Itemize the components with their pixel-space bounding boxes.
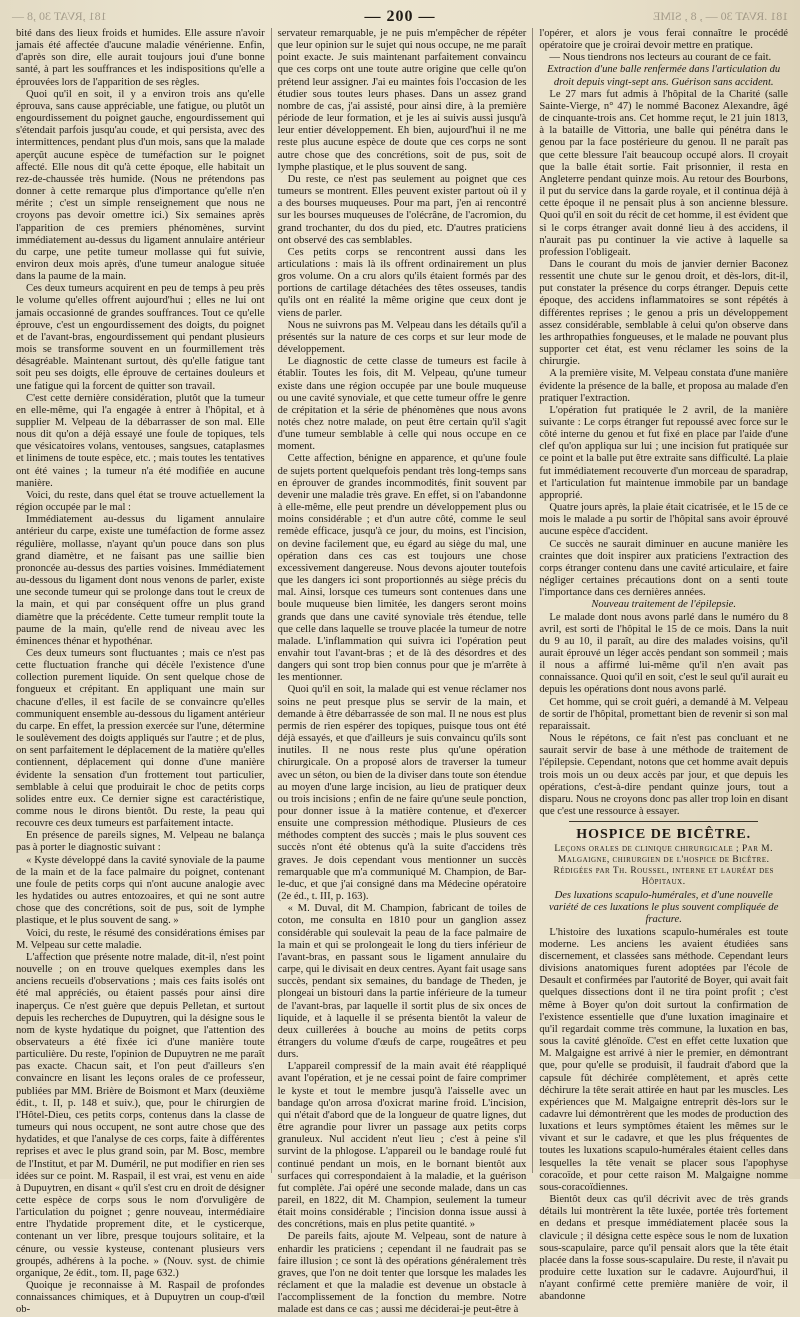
extraction-section-title: Extraction d'une balle renfermée dans l'articulation du droit depuis vingt-sept ans. Guérison sans accident.	[547, 64, 781, 88]
column-right	[532, 28, 794, 1303]
paragraph: Quatre jours après, la plaie était cicatrisée, et le 15 de ce mois le malade a pu sortir de l'hôpital sans avoir éprouvé aucune espèce d'accident.	[539, 502, 789, 538]
page-number: — 200 —	[364, 8, 436, 25]
paragraph: l'opérer, et alors je vous ferai connaître le procédé opératoire que je croirai devoir mettre en pratique.	[539, 28, 789, 52]
paragraph: Bientôt deux cas qu'il décrivit avec de très grands détails lui montrèrent la tête luxée, portée très fortement en dedans et presque immédiatement placée sous la clavicule ; il désigna cette espèce sous le nom de luxation sous-scapulaire, parce qu'il pensait alors que la tête était placée dans la fosse sous-scapulaire. Du reste, il n'avait pu produire cette luxation sur le cadavre. Aujourd'hui, il n'ayant confirmé cette première manière de voir, il abandonne	[539, 1194, 789, 1303]
column-middle	[271, 28, 533, 1316]
paragraph: En présence de pareils signes, M. Velpeau ne balança pas à porter le diagnostic suivant :	[16, 830, 265, 854]
paragraph: Nous le répétons, ce fait n'est pas concluant et ne saurait servir de base à une méthode de traitement de l'épilepsie. Cependant, notons que cet homme avait depuis trois mois un ou deux accès par jour, et que depuis les opérations, c'est-à-dire pendant quinze jours, tout a disparu. Nous ne croyons donc pas aller trop loin en disant que c'est une ressource à essayer.	[539, 733, 789, 817]
paragraph: Le 27 mars fut admis à l'hôpital de la Charité (salle Sainte-Vierge, n° 47) le nommé Baconez Alexandre, âgé de cinquante-trois ans. Cet homme reçut, le 21 juin 1813, à la bataille de Vittoria, une balle qui pénétra dans le genou par la face postérieure du genou. Il ne paraît pas que cette blessure l'ait beaucoup occupé alors. Il croyait que la balle était sortie. Fait prisonnier, il resta en Angleterre pendant quinze mois. Au retour des Bourbons, il put du service dans la garde royale, et il continua déjà à cette époque il ne pensait plus à son ancienne blessure. Quoi qu'il en soit du récit de cet homme, il est évident que si le corps étranger avait donné lieu à des accidens, il n'aurait pas pu continuer la vie active à laquelle sa profession l'obligeait.	[539, 88, 789, 258]
paragraph: Le diagnostic de cette classe de tumeurs est facile à établir. Toutes les fois, dit M. Velpeau, qu'une tumeur existe dans une région occupée par une boule muqueuse ou une cavité synoviale, et que cette tumeur offre le genre de crépitation et la série de phénomènes que nous avons notés chez notre malade, on peut être certain qu'il s'agit d'une tumeur semblable à celle qui nous occupe en ce moment.	[277, 356, 527, 453]
paragraph: Voici, du reste, dans quel état se trouve actuellement la région occupée par le mal :	[16, 489, 265, 514]
paragraph: Quoi qu'il en soit, il y a environ trois ans qu'elle éprouva, sans cause appréciable, une fatigue, ou plutôt un engourdissement du poignet gauche, engourdissement qui s'étendait parfois jusqu'au coude, et qui persista, avec des intermittences, pendant plus d'un mois, sans que la malade aperçût aucune espèce de tuméfaction sur le poignet affecté. Elle nous dit qu'à cette époque, elle habitait un rez-de-chaussée très humide. (Nous ne prétendons pas donner à cette remarque plus d'importance qu'elle n'en mérite ; c'est un simple renseignement que nous ne croyons pas devoir omettre ici.) Six semaines après l'apparition de ces premiers phénomènes, survint immédiatement au-dessus du ligament annulaire antérieur du carpe, une petite tumeur mollasse qui fut suivie, environ deux mois après, d'une tumeur analogue située dans la paume de la main.	[16, 88, 265, 283]
paragraph: — Nous tiendrons nos lecteurs au courant de ce fait.	[549, 52, 772, 64]
paragraph: A la première visite, M. Velpeau constata d'une manière évidente la présence de la balle, et proposa au malade d'en pratiquer l'extraction.	[539, 368, 789, 404]
paragraph: Ce succès ne saurait diminuer en aucune manière les craintes que doit inspirer aux praticiens l'extraction des corps étranger contenu dans une cavité articulaire, et faire négliger certaines précautions dont on a senti toute l'importance dans ces dernières années.	[539, 538, 789, 599]
hospital-section-title: HOSPICE DE BICÊTRE.	[576, 827, 752, 843]
paragraph: Quoi qu'il en soit, la malade qui est venue réclamer nos soins ne peut presque plus se servir de la main, et demande à être débarrassée de son mal. Il ne nous est plus permis de rien espérer des topiques, puisque tous ont été déjà essayés, et que d'ailleurs je suis convaincu qu'ils sont inutiles. Il ne nous reste plus qu'une opération chirurgicale. On a proposé alors de traverser la tumeur avec un séton, ou bien de la diviser dans toute son étendue au moyen d'une large incision, au lieu de pratiquer deux ou trois incisions ; enfin de ne faire qu'une seule ponction, pour donner issue à la matière contenue, et d'exercer ensuite une compression méthodique. Plusieurs de ces méthodes comptent des succès ; mais le plus souvent ces succès n'ont été obtenus qu'à la suite d'accidens très graves. Je dois cependant vous mentionner un succès remarquable que m'a communiqué M. Champion, de Bar-le-duc, et que j'ai consigné dans ma Médecine opératoire (2e éd., t. III, p. 163).	[277, 684, 527, 903]
paragraph: Ces deux tumeurs acquirent en peu de temps à peu près le volume qu'elles offrent aujourd'hui ; elles ne lui ont jamais occasionné de grandes souffrances. Tout ce qu'elle éprouve, c'est un engourdissement des doigts, du poignet et de l'avant-bras, engourdissement qui pendant plusieurs mois se transforme souvent en un fourmillement très désagréable. Maintenant surtout, dès qu'elle fatigue tant soit peu ses doigts, elle éprouve de certaines douleurs et une fatigue qui la forcent de quitter son travail.	[16, 283, 265, 392]
paragraph: Ces petits corps se rencontrent aussi dans les articulations : mais là ils offrent ordinairement un plus gros volume. On a cru alors qu'ils étaient formés par des portions de cartilage détachées des têtes osseuses, tandis qu'ils ont en réalité la même origine que ceux dont je viens de parler.	[277, 246, 527, 319]
paragraph: De pareils faits, ajoute M. Velpeau, sont de nature à enhardir les praticiens ; cependant il ne faudrait pas se faire illusion ; ce sont là des opérations généralement très graves, que l'on ne doit tenter que lorsque les malades les réclament et que la maladie est devenue un obstacle à l'accomplissement de la fonction du membre. Notre malade est dans ce cas ; aussi me déciderai-je peut-être à	[277, 1231, 527, 1316]
paragraph: C'est cette dernière considération, plutôt que la tumeur en elle-même, qui l'a engagée à entrer à l'hôpital, et à supplier M. Velpeau de la débarrasser de son mal. Elle nous dit qu'on a déjà essayé une foule de topiques, tels que vésicatoires volans, ventouses, sangsues, cataplasmes et linimens de toute espèce, etc. ; mais toutes les tentatives ont été vaines ; la tumeur n'a été modifiée en aucune manière.	[16, 392, 265, 489]
paragraph: Ces deux tumeurs sont fluctuantes ; mais ce n'est pas cette fluctuation franche qui décèle l'existence d'une collection purement liquide. On sent quelque chose de fongueux et crépitant. En appliquant une main sur chacune d'elles, il est facile de se convaincre qu'elles communiquent ensemble au-dessous du ligament antérieur du carpe. En effet, la pression exercée sur l'une, détermine le soulèvement des doigts appliqués sur l'autre ; et de plus, on sent parfaitement le déplacement de la matière qu'elles contiennent, déplacement qui donne d'une manière évidente la sensation d'un frottement tout particulier, semblable à celui que produirait le choc de petits corps solides entre eux. Ce dernier signe est caractéristique, comme nous le dirons bientôt. Du reste, la peau qui recouvre ces deux tumeurs est parfaitement intacte.	[16, 647, 265, 830]
bleed-through-text-left: 181 ,RVAT 30 ,8 —	[12, 9, 107, 23]
section-divider	[569, 821, 758, 822]
text-columns	[10, 28, 794, 1316]
epilepsy-section-title: Nouveau traitement de l'épilepsie.	[591, 599, 736, 611]
column-left	[10, 28, 271, 1316]
paragraph: L'histoire des luxations scapulo-humérales est toute moderne. Les anciens les avaient étudiées sans discernement, et classées sans méthode. Cependant leurs divisions anatomiques furent adoptées par l'école de Desault et confirmées par l'autorité de Boyer, qui avait fait quelques dissections dont il ne tira point profit ; c'est même à Boyer qu'on doit surtout la confirmation de l'existence essentielle que d'une luxation imaginaire et qu'il regardait comme très commune, la luxation en bas, sous la cavité glénoïde. C'est en effet cette luxation que M. Malgaigne est arrivé à nier le premier, en démontrant que, pour qu'elle se produisît, il faudrait d'abord que la capsule fût déchirée complètement, et après cette déchirure la tête serait attirée en haut par les muscles. Les expériences que M. Malgaigne entreprit dès-lors sur le cadavre lui démontrèrent que les modes de production des luxations et leurs symptômes étaient les mêmes sur le vivant et sur le cadavre, et que les plus fréquentes de toutes les luxations scapulo-humérales étaient celles dans lesquelles la tête venait se placer sous l'apophyse coracoïde, et pour cette raison M. Malgaigne nomme sous-coracoïdiennes.	[539, 926, 789, 1193]
paragraph: Voici, du reste, le résumé des considérations émises par M. Velpeau sur cette maladie.	[16, 927, 265, 951]
paragraph: Du reste, ce n'est pas seulement au poignet que ces tumeurs se montrent. Elles peuvent exister partout où il y a des bourses muqueuses. Pour ma part, j'en ai rencontré sur les bourses muqueuses de l'olécrâne, de l'acromion, du grand trochanter, du dos du pied, etc. D'autres praticiens ont observé des cas semblables.	[277, 173, 527, 246]
hospital-section-subtitle: Leçons orales de clinique chirurgicale ; Par M. Malgaigne, chirurgien de l'hospice de Bicêtre. Rédigées par Th. Roussel, interne et lauréat des Hôpitaux.	[553, 844, 774, 888]
paragraph: « Kyste développé dans la cavité synoviale de la paume de la main et de la face palmaire du poignet, contenant une foule de petits corps qui n'ont aucune analogie avec les hydatides ou autres entozoaires, et qui ne sont autre chose que des concrétions, soit de pus, soit de lymphe plastique, et le plus souvent de sang. »	[16, 854, 265, 927]
paragraph: bité dans des lieux froids et humides. Elle assure n'avoir jamais été affectée d'aucune maladie vénérienne. Enfin, d'après son dire, elle aurait toujours joui d'une bonne santé, à part les souffrances et les indispositions qu'elle a éprouvées lors de l'apparition de ses règles.	[16, 28, 265, 88]
paragraph: L'appareil compressif de la main avait été réappliqué avant l'opération, et je ne cessai point de faire comprimer le kyste et tout le membre jusqu'à l'aisselle avec un bandage qu'on arrosa d'oxicrat marine froid. L'incision, qui n'était d'abord que de la longueur de quatre lignes, dut être agrandie pour livrer un passage aux petits corps granuleux. Nul accident n'eut lieu ; c'est à peine s'il survint de la phlogose. L'appareil ou le bandage roulé fut continué pendant un mois, en le bornant bientôt aux surfaces qui correspondaient à la maladie, et la guérison fut complète. J'ai opéré une seconde malade, dans un cas pareil, en 1822, dit M. Champion, seulement la tumeur était moins considérable ; l'incision donna issue aussi à des concrétions, mais en plus petite quantité. »	[277, 1061, 527, 1231]
paragraph: L'affection que présente notre malade, dit-il, n'est point nouvelle ; on en trouve quelques exemples dans les anciens recueils d'observations ; mais ces faits isolés ont été mal appréciés, ou étaient passés pour ainsi dire inaperçus. Ce n'est guère que depuis Pelletan, et surtout depuis les recherches de Dupuytren, qui la désigne sous le nom de kyste hydatique du poignet, que l'attention des observateurs a été fixée ici d'une manière toute particulière. Du reste, l'opinion de Dupuytren ne me paraît pas exacte. Chacun sait, et l'on peut d'ailleurs s'en convaincre en lisant les leçons orales de ce professeur, publiées par MM. Brière de Boismont et Marx (deuxième édit., t. II, p. 148 et suiv.), que, pour le chirurgien de l'Hôtel-Dieu, ces petits corps, contenus dans la classe de tumeurs qui nous occupent, ne sont autre chose que des hydatides, et que l'analyse de ces corps, faite à différentes reprises et avec le plus grand soin, par M. Bosc, membre de l'Institut, et par M. Duméril, ne put modifier en rien ses idées sur ce point. M. Raspail, il est vrai, est venu en aide à Dupuytren, en disant « qu'il s'est cru en droit de désigner cette espèce de corps sous le nom d'orvuligère de l'articulation du poignet ; genre nouveau, intermédiaire entre l'hydatide proprement dite, et le cysticerque, contenant un ver libre, presque toujours solitaire, et la cénure, ou vessie kysteuse, contenant plusieurs vers groupés, adhérens à la poche. » (Nouv. syst. de chimie organique, 2e édit., tom. II, page 632.)	[16, 951, 265, 1279]
paragraph: « M. Duval, dit M. Champion, fabricant de toiles de coton, me consulta en 1810 pour un ganglion assez considérable qui soulevait la peau de la face palmaire de la main et qui se prolongeait le long du tiers inférieur de l'avant-bras, en passant sous le ligament annulaire du carpe, qui le divisait en deux centres. Ayant fait usage sans succès, pendant six semaines, du bandage de Theden, je plongeai un bistouri dans la partie inférieure de la tumeur de l'avant-bras, par laquelle il sortit plus de six onces de liquide, et à laquelle il se présenta bientôt la valeur de deux cuillerées à bouche au moins de petits corps étrangers du volume d'œufs de carpe, rougeâtres et peu durs.	[277, 903, 527, 1061]
paragraph: Le malade dont nous avons parlé dans le numéro du 8 avril, est sorti de l'hôpital le 15 de ce mois. Dans la nuit du 9 au 10, il paraît, au dire des malades voisins, qu'il aurait éprouvé un léger accès pendant son sommeil ; mais il nous a affirmé lui-même qu'il n'en avait pas connaissance. Quoi qu'il en soit, c'est le seul qu'il aurait eu depuis les opérations dont nous avons parlé.	[539, 611, 789, 696]
luxation-article-title: Des luxations scapulo-humérales, et d'une nouvelle variété de ces luxations le plus souvent compliquée de fracture.	[548, 890, 779, 926]
paragraph: Immédiatement au-dessus du ligament annulaire antérieur du carpe, existe une tuméfaction de forme assez régulière, mollasse, n'ayant qu'un pouce dans son plus grand diamètre, et ne faisant pas une saillie bien prononcée au-dessus des parties voisines. Immédiatement au-dessous du ligament dont nous venons de parler, existe une seconde tumeur qui se prolonge dans tout le creux de la main, et qui par conséquent offre un plus grand diamètre que la précédente. Cette tumeur remplit toute la paume de la main, qu'elle rend de niveau avec les éminences thénar et hypothénar.	[16, 514, 265, 647]
paragraph: Dans le courant du mois de janvier dernier Baconez ressentit une chute sur le genou droit, et dès-lors, dit-il, put constater la présence du corps étranger. Depuis cette époque, des accidens inflammatoires se sont répétés à différentes reprises ; le genou a pris un développement assez considérable, semblable à celui qu'on observe dans les arthropathies fongueuses, et le malade ne pouvant plus supporter cet état, est venu réclamer les soins de la chirurgie.	[539, 258, 789, 368]
paragraph: Nous ne suivrons pas M. Velpeau dans les détails qu'il a présentés sur la nature de ces corps et sur leur mode de développement.	[277, 319, 527, 356]
paragraph: servateur remarquable, je ne puis m'empêcher de répéter que leur opinion sur le sujet qui nous occupe, ne me paraît point exacte. Je suis maintenant parfaitement convaincu que ces corps ont une toute autre origine que celle qu'on prétend leur assigner. J'ai eu maintes fois l'occasion de les étudier sous toutes leurs phases. Dans un assez grand nombre de cas, j'ai assisté, pour ainsi dire, à la première période de leur formation, et je les ai suivis aussi jusqu'à leur entier développement. Eh bien, aujourd'hui il ne me reste plus aucune espèce de doute que ces corps ne sont autre chose que des concrétions, soit de pus, soit de lymphe plastique, et le plus souvent de sang.	[277, 28, 527, 173]
paragraph: L'opération fut pratiquée le 2 avril, de la manière suivante : Le corps étranger fut repoussé avec force sur le côté interne du genou et fut fixé en place par l'aide d'une clef qu'on appliqua sur lui ; une incision fut pratiquée sur ce point et la balle put être extraite sans difficulté. La plaie fut immédiatement recouverte d'un morceau de sparadrap, et l'articulation fut maintenue immobile par un bandage approprié.	[539, 404, 789, 501]
paragraph: Cet homme, qui se croit guéri, a demandé à M. Velpeau de sortir de l'hôpital, promettant bien de revenir si son mal reparaissait.	[539, 696, 789, 732]
paragraph: Quoique je reconnaisse à M. Raspail de profondes connaissances chimiques, et à Dupuytren un coup-d'œil ob-	[16, 1280, 265, 1316]
paragraph: Cette affection, bénigne en apparence, et qu'une foule de sujets portent quelquefois pendant très long-temps sans en éprouver de grandes incommodités, finit souvent par devenir une maladie très grave. En effet, si on l'abandonne à elle-même, elle peut prendre un développement plus ou moins considérable ; et d'un autre côté, comme le seul remède efficace, jusqu'à ce jour, du moins, est l'incision, on devine facilement que, eu égard au siège du mal, une opération dans ces cas est toujours une chose excessivement dangereuse. Nous devons ajouter toutefois que les dangers ici sont proportionnés au siège précis du mal. Ainsi, lorsque ces tumeurs sont contenues dans une boule muqueuse bien limitée, les dangers seront moins grands que dans une cavité synoviale très étendue, telle que celle dans laquelle se trouve placée la tumeur de notre malade. L'inflammation qui suivra ici l'opération peut envahir tout l'avant-bras ; et de là des désordres et des dangers qui sont trop bien connus pour que je m'arrête à les mentionner.	[277, 453, 527, 684]
bleed-through-text-right: 181 .RVAT 30 — , 8 , SIME	[652, 9, 788, 23]
